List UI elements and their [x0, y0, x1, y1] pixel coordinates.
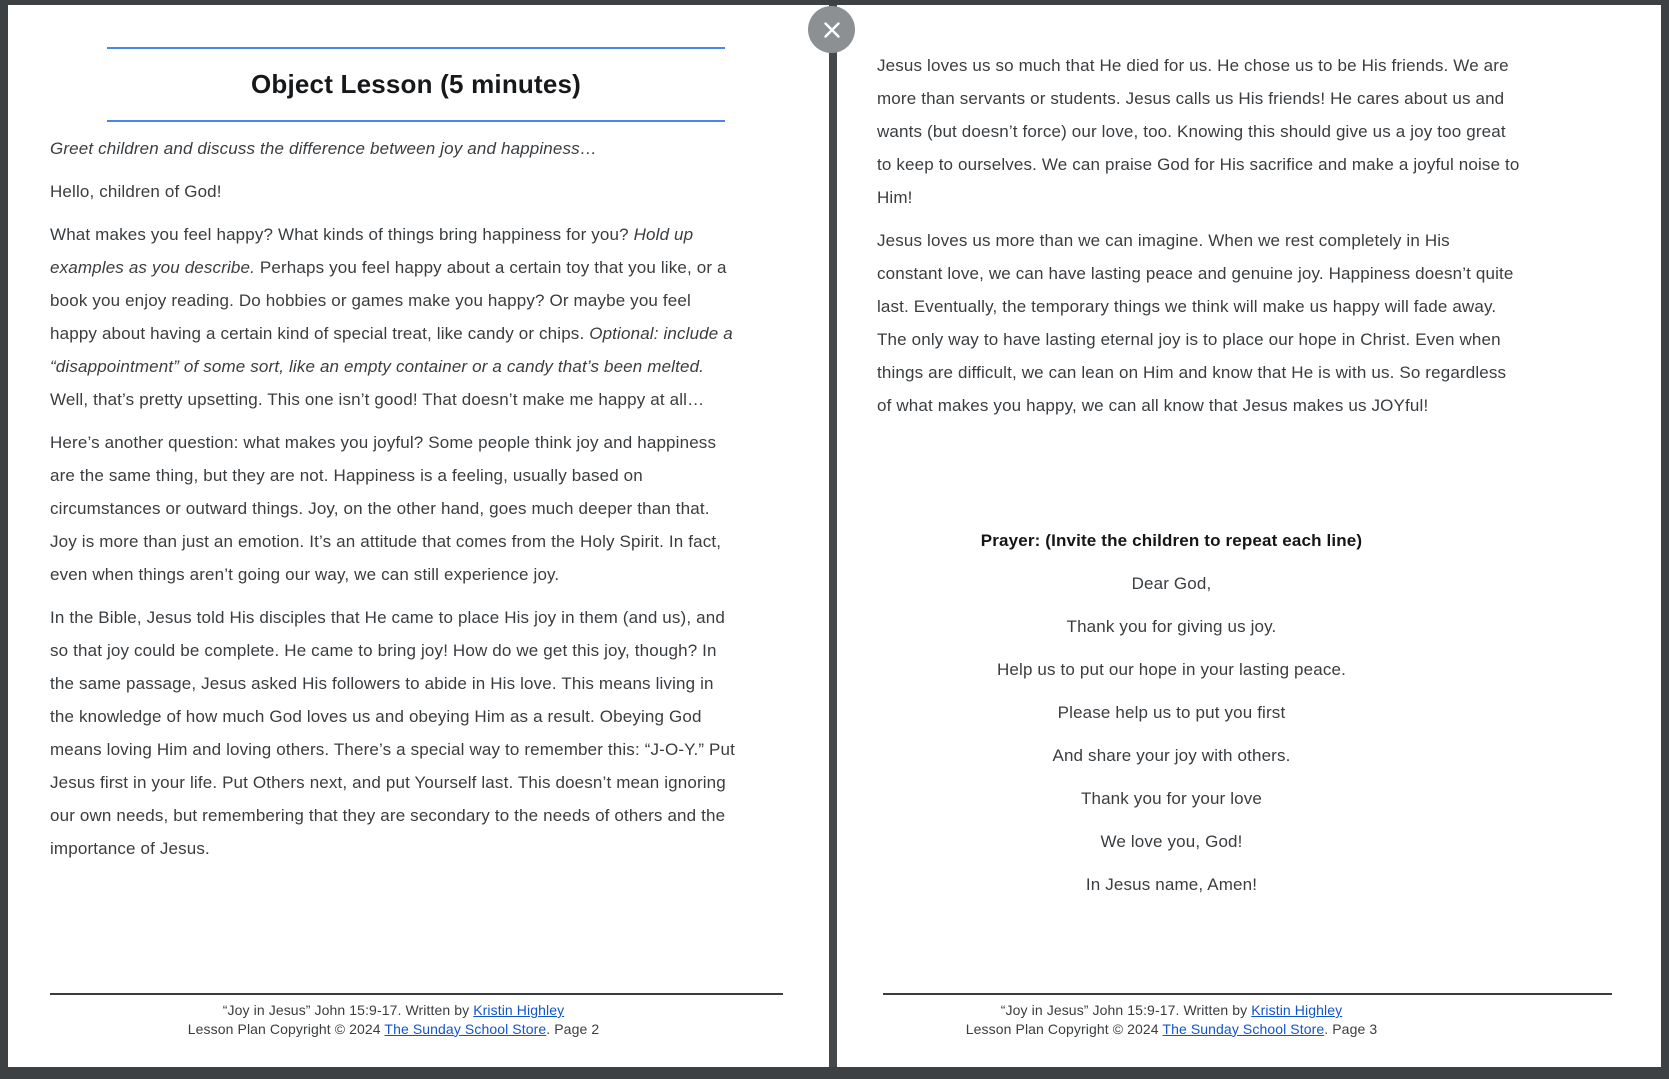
- prayer-line: Thank you for giving us joy.: [1066, 617, 1277, 636]
- footer-copyright-line: [50, 1020, 737, 1039]
- page-2: [8, 5, 829, 1067]
- page-title: Object Lesson (5 minutes): [250, 69, 582, 99]
- prayer-line: Dear God,: [1131, 574, 1212, 593]
- prayer-line: And share your joy with others.: [1052, 746, 1291, 765]
- left-page-body: [50, 132, 737, 875]
- footer-rule: [883, 993, 1612, 995]
- close-button[interactable]: [808, 6, 855, 53]
- page-number: . Page 2: [546, 1020, 600, 1037]
- prayer-section: [877, 519, 1466, 906]
- page-number: . Page 3: [1324, 1020, 1378, 1037]
- paragraph: Jesus loves us more than we can imagine. When we rest completely in His constant love, we can have lasting peace and genuine joy. Happiness doesn’t quite last. Eventually, the temporary things we think will make us happy will fade away. The only way to have lasting eternal joy is to place our hope in Christ. Even when things are difficult, we can lean on Him and know that He is with us. So regardless of what makes you happy, we can all know that Jesus makes us JOYful!: [877, 231, 1514, 415]
- prayer-line: Help us to put our hope in your lasting peace.: [996, 660, 1346, 679]
- footer-text: “Joy in Jesus” John 15:9-17. Written by: [222, 1002, 474, 1018]
- paragraph: Jesus loves us so much that He died for us. He chose us to be His friends. We are more than servants or students. Jesus calls us His friends! He cares about us and wants (but doesn’t force) our love, too. Knowing this should give us a joy too great to keep to ourselves. We can praise God for His sacrifice and make a joyful noise to Him!: [877, 56, 1520, 207]
- paragraph: In the Bible, Jesus told His disciples that He came to place His joy in them (and us), and so that joy could be complete. He came to bring joy! How do we get this joy, though? In the same passage, Jesus asked His followers to abide in His love. This means living in the knowledge of how much God loves us and obeying Him as a result. Obeying God means loving Him and loving others. There’s a special way to remember this: “J-O-Y.” Put Jesus first in your life. Put Others next, and put Yourself last. This doesn’t mean ignoring our own needs, but remembering that they are secondary to the needs of others and the importance of Jesus.: [50, 608, 735, 858]
- page-divider: [829, 5, 837, 1067]
- prayer-line: We love you, God!: [1100, 832, 1243, 851]
- prayer-lines: [877, 562, 1466, 906]
- paragraph: Greet children and discuss the difference between joy and happiness…: [50, 139, 597, 158]
- title-block: [107, 47, 725, 122]
- store-link[interactable]: The Sunday School Store: [1162, 1020, 1325, 1037]
- author-link[interactable]: Kristin Highley: [473, 1002, 565, 1018]
- prayer-line: Please help us to put you first: [1057, 703, 1286, 722]
- paragraph: What makes you feel happy? What kinds of things bring happiness for you? Hold up examples as you describe. Perhaps you feel happy about a certain toy that you like, or a book you enjoy reading. Do hobbies or games make you happy? Or maybe you feel happy about having a certain kind of special treat, like candy or chips. Optional: include a “disappointment” of some sort, like an empty container or a candy that’s been melted. Well, that’s pretty upsetting. This one isn’t good! That doesn’t make me happy at all…: [50, 225, 733, 409]
- paragraph: Here’s another question: what makes you joyful? Some people think joy and happiness are the same thing, but they are not. Happiness is a feeling, usually based on circumstances or outward things. Joy, on the other hand, goes much deeper than that. Joy is more than just an emotion. It’s an attitude that comes from the Holy Spirit. In fact, even when things aren’t going our way, we can still experience joy.: [50, 433, 722, 584]
- page-footer: [50, 1001, 737, 1038]
- footer-attribution-line: [50, 1001, 737, 1020]
- page-footer: [877, 1001, 1466, 1038]
- prayer-heading: Prayer: (Invite the children to repeat each line): [980, 531, 1363, 550]
- page-3: [837, 5, 1661, 1067]
- close-icon: [822, 20, 842, 40]
- prayer-line: Thank you for your love: [1080, 789, 1263, 808]
- footer-text: Lesson Plan Copyright © 2024: [965, 1020, 1163, 1037]
- footer-text: “Joy in Jesus” John 15:9-17. Written by: [1000, 1002, 1252, 1018]
- store-link[interactable]: The Sunday School Store: [384, 1020, 547, 1037]
- page-spread: [8, 5, 1661, 1067]
- paragraph: Hello, children of God!: [50, 182, 222, 201]
- footer-rule: [50, 993, 783, 995]
- footer-attribution-line: [877, 1001, 1466, 1020]
- footer-text: Lesson Plan Copyright © 2024: [187, 1020, 385, 1037]
- footer-copyright-line: [877, 1020, 1466, 1039]
- right-page-body: [877, 49, 1520, 432]
- author-link[interactable]: Kristin Highley: [1251, 1002, 1343, 1018]
- prayer-line: In Jesus name, Amen!: [1085, 875, 1258, 894]
